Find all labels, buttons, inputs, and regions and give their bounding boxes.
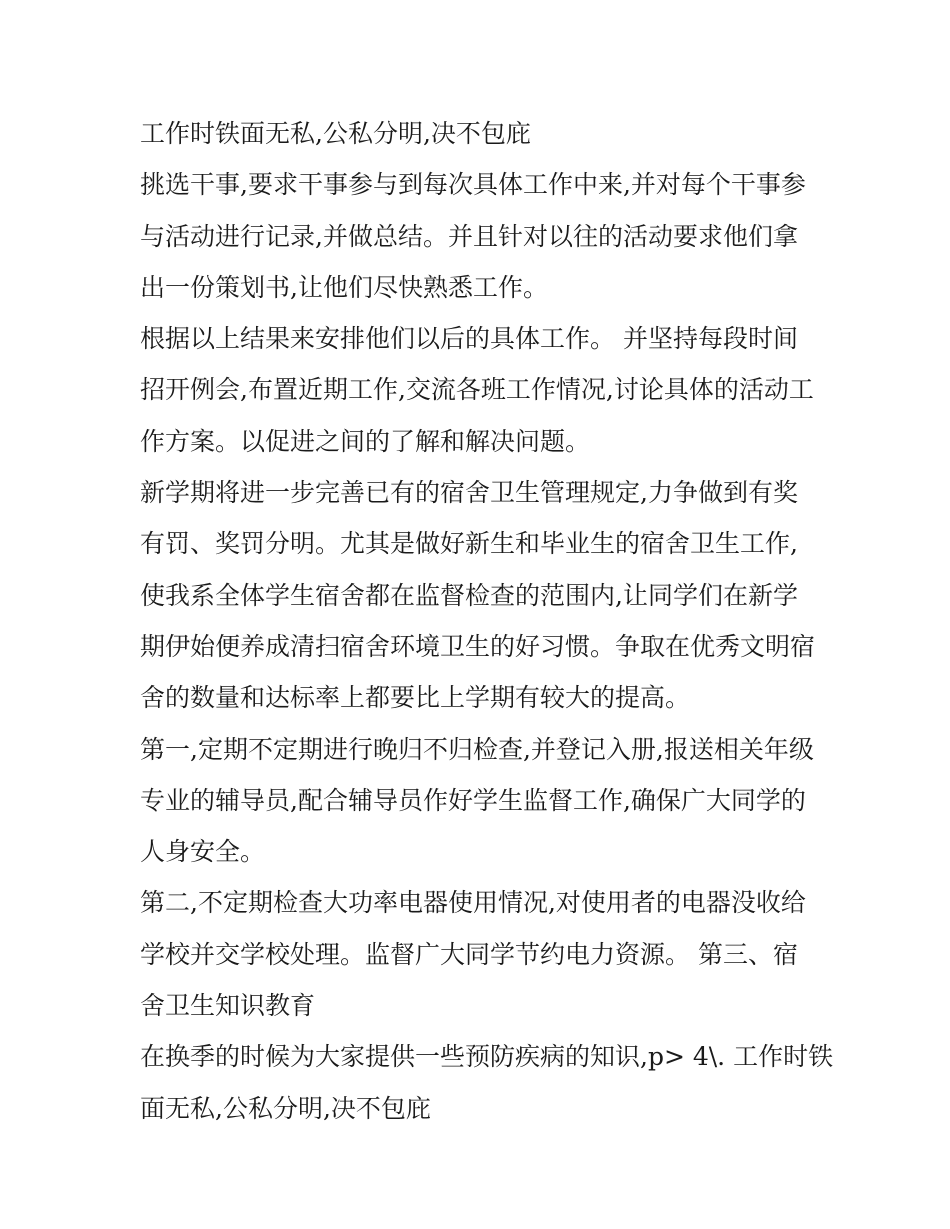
paragraph: [140, 108, 830, 159]
text-line: 面无私,公私分明,决不包庇: [140, 1093, 431, 1123]
text-line: 与活动进行记录,并做总结。并且针对以往的活动要求他们拿: [140, 221, 798, 251]
paragraph: [140, 877, 830, 1031]
text-line: 人身安全。: [140, 837, 266, 867]
document-body: [140, 108, 834, 1134]
text-line: 期伊始便养成清扫宿舍环境卫生的好习惯。争取在优秀文明宿: [140, 631, 816, 661]
text-line: 招开例会,布置近期工作,交流各班工作情况,讨论具体的活动工: [140, 375, 814, 405]
text-line: 根据以上结果来安排他们以后的具体工作。 并坚持每段时间: [140, 324, 798, 354]
text-line: 专业的辅导员,配合辅导员作好学生监督工作,确保广大同学的: [140, 785, 806, 815]
paragraph: [140, 313, 830, 467]
text-line: 第二,不定期检查大功率电器使用情况,对使用者的电器没收给: [140, 888, 806, 918]
text-line: 有罚、奖罚分明。尤其是做好新生和毕业生的宿舍卫生工作,: [140, 529, 798, 559]
text-line: 挑选干事,要求干事参与到每次具体工作中来,并对每个干事参: [140, 170, 806, 200]
text-line: 使我系全体学生宿舍都在监督检查的范围内,让同学们在新学: [140, 580, 798, 610]
text-line: 新学期将进一步完善已有的宿舍卫生管理规定,力争做到有奖: [140, 478, 798, 508]
text-line: 作方案。以促进之间的了解和解决问题。: [140, 426, 591, 456]
text-line: 舍卫生知识教育: [140, 991, 316, 1021]
text-line: 出一份策划书,让他们尽快熟悉工作。: [140, 272, 548, 302]
text-line: 在换季的时候为大家提供一些预防疾病的知识,p> 4\. 工作时铁: [140, 1042, 834, 1072]
paragraph: [140, 467, 830, 723]
paragraph: [140, 1031, 834, 1134]
text-line: 舍的数量和达标率上都要比上学期有较大的提高。: [140, 683, 691, 713]
text-line: 工作时铁面无私,公私分明,决不包庇: [140, 119, 531, 148]
paragraph: [140, 159, 830, 313]
text-line: 学校并交学校处理。监督广大同学节约电力资源。 第三、宿: [140, 939, 798, 969]
text-line: 第一,定期不定期进行晚归不归检查,并登记入册,报送相关年级: [140, 734, 814, 764]
paragraph: [140, 724, 830, 878]
